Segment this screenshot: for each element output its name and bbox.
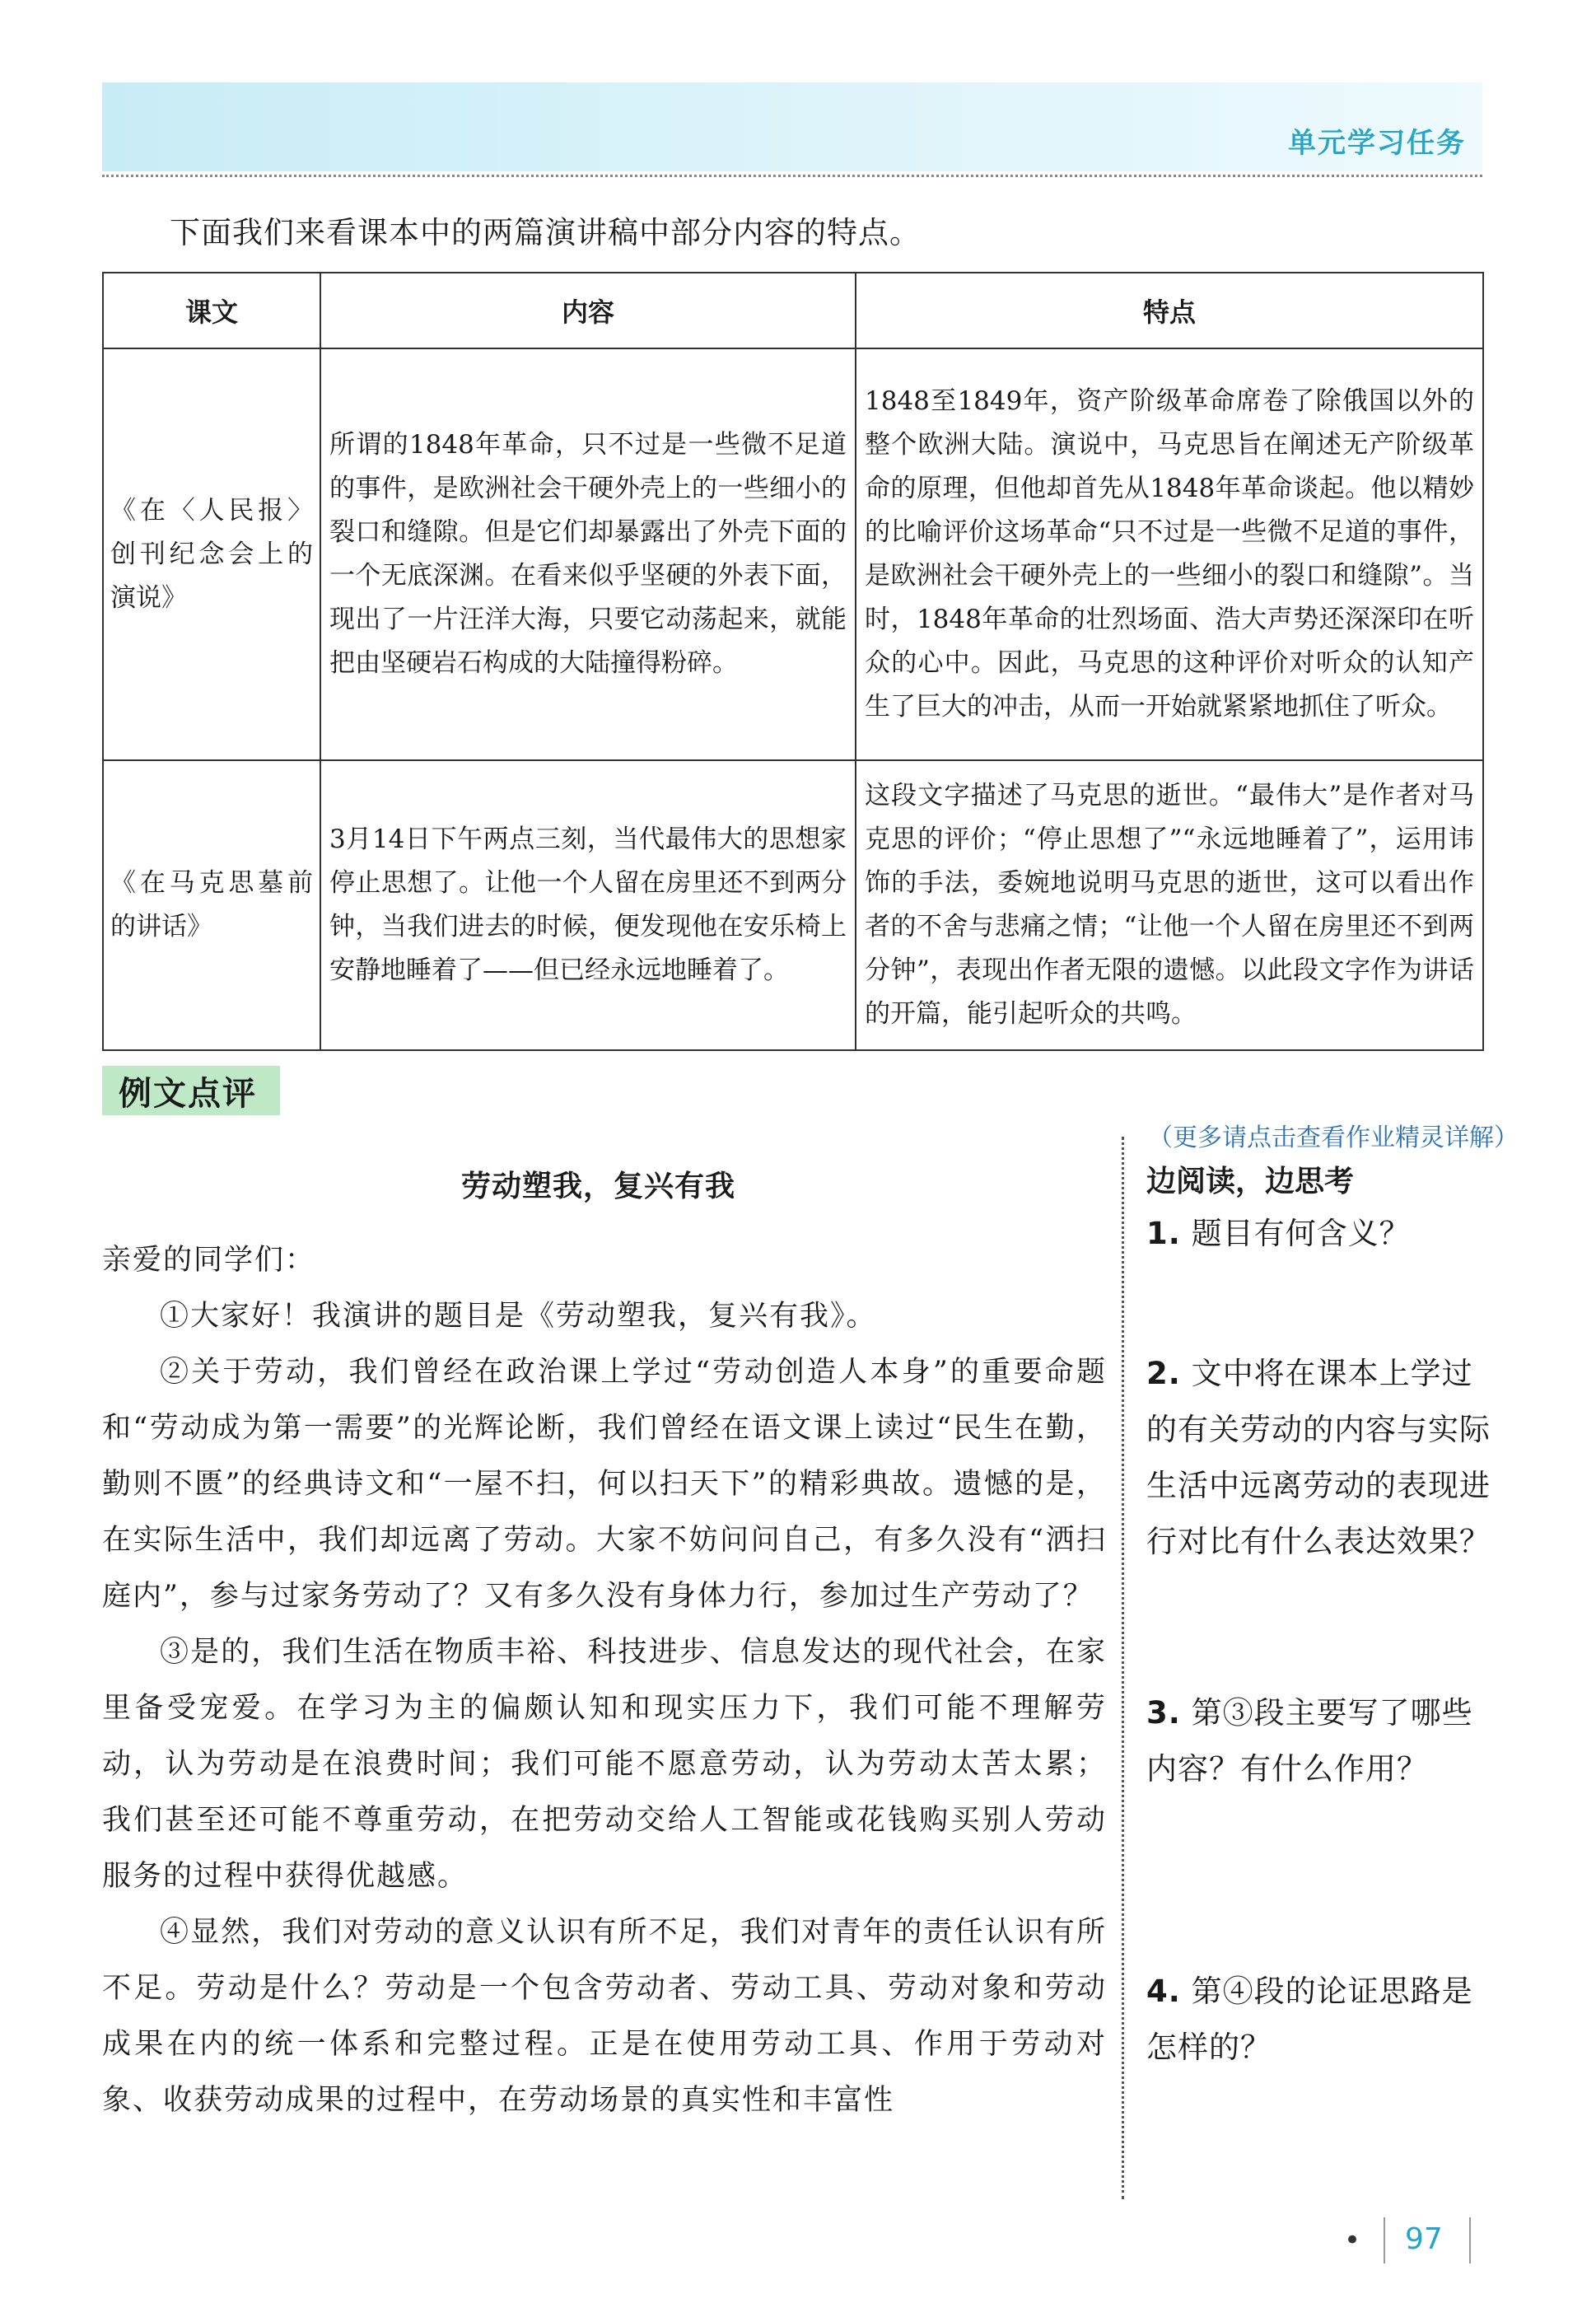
essay-paragraph: ③是的，我们生活在物质丰裕、科技进步、信息发达的现代社会，在家里备受宠爱。在学习为主的偏颇认知和现实压力下，我们可能不理解劳动，认为劳动是在浪费时间；我们可能不愿意劳动，认为劳动太苦太累；我们甚至还可能不尊重劳动，在把劳动交给人工智能或花钱购买别人劳动服务的过程中获得优越感。: [102, 1636, 1107, 1893]
footer-dot: •: [1344, 2224, 1361, 2257]
footer-divider: [1469, 2217, 1471, 2263]
header-band: [102, 82, 1482, 171]
feature-cell: 这段文字描述了马克思的逝世。“最伟大”是作者对马克思的评价；“停止思想了”“永远地睡着了”，运用讳饰的手法，委婉地说明马克思的逝世，这可以看出作者的不舍与悲痛之情；“让他一个人留在房里还不到两分钟”，表现出作者无限的遗憾。以此段文字作为讲话的开篇，能引起听众的共鸣。: [856, 760, 1483, 1050]
question-3: [1146, 1685, 1492, 1797]
page-number: 97: [1405, 2222, 1443, 2256]
essay-paragraph: ②关于劳动，我们曾经在政治课上学过“劳动创造人本身”的重要命题和“劳动成为第一需要”的光辉论断，我们曾经在语文课上读过“民生在勤，勤则不匮”的经典诗文和“一屋不扫，何以扫天下”的精彩典故。遗憾的是，在实际生活中，我们却远离了劳动。大家不妨问问自己，有多久没有“洒扫庭内”，参与过家务劳动了？又有多久没有身体力行，参加过生产劳动了？: [102, 1356, 1107, 1613]
comparison-table: [102, 272, 1484, 1051]
header-divider: [102, 175, 1482, 177]
question-number: 1.: [1146, 1216, 1181, 1251]
question-text: 题目有何含义？: [1191, 1216, 1411, 1251]
sidebar-title: 边阅读，边思考: [1146, 1165, 1355, 1198]
text-title-cell: 《在马克思墓前的讲话》: [103, 760, 320, 1050]
column-header: 内容: [320, 273, 856, 348]
footer-divider: [1384, 2217, 1385, 2263]
essay-paragraph: ④显然，我们对劳动的意义认识有所不足，我们对青年的责任认识有所不足。劳动是什么？劳动是一个包含劳动者、劳动工具、劳动对象和劳动成果在内的统一体系和完整过程。正是在使用劳动工具、作用于劳动对象、收获劳动成果的过程中，在劳动场景的真实性和丰富性: [102, 1916, 1107, 2117]
unit-task-title: 单元学习任务: [1288, 127, 1466, 160]
question-text: 第④段的论证思路是怎样的？: [1146, 1974, 1473, 2065]
question-text: 文中将在课本上学过的有关劳动的内容与实际生活中远离劳动的表现进行对比有什么表达效果？: [1146, 1356, 1491, 1559]
table-row: [103, 348, 1483, 760]
more-details-link[interactable]: （更多请点击查看作业精灵详解）: [1148, 1123, 1519, 1152]
essay-title: 劳动塑我，复兴有我: [461, 1170, 736, 1203]
essay-paragraph: ①大家好！我演讲的题目是《劳动塑我，复兴有我》。: [160, 1300, 877, 1333]
essay-salutation: 亲爱的同学们：: [102, 1244, 316, 1277]
content-cell: 3月14日下午两点三刻，当代最伟大的思想家停止思想了。让他一个人留在房里还不到两分钟，当我们进去的时候，便发现他在安乐椅上安静地睡着了——但已经永远地睡着了。: [320, 760, 856, 1050]
question-number: 2.: [1146, 1356, 1181, 1391]
question-number: 3.: [1146, 1695, 1181, 1731]
table-row: [103, 760, 1483, 1050]
column-header: 课文: [103, 273, 320, 348]
question-2: [1146, 1346, 1492, 1570]
question-4: [1146, 1964, 1492, 2076]
question-number: 4.: [1146, 1974, 1181, 2009]
column-header: 特点: [856, 273, 1483, 348]
feature-cell: 1848至1849年，资产阶级革命席卷了除俄国以外的整个欧洲大陆。演说中，马克思旨在阐述无产阶级革命的原理，但他却首先从1848年革命谈起。他以精妙的比喻评价这场革命“只不过是一些微不足道的事件，是欧洲社会干硬外壳上的一些细小的裂口和缝隙”。当时，1848年革命的壮烈场面、浩大声势还深深印在听众的心中。因此，马克思的这种评价对听众的认知产生了巨大的冲击，从而一开始就紧紧地抓住了听众。: [856, 348, 1483, 760]
question-text: 第③段主要写了哪些内容？有什么作用？: [1146, 1695, 1473, 1787]
text-title-cell: 《在〈人民报〉创刊纪念会上的演说》: [103, 348, 320, 760]
essay-body: [102, 1232, 1107, 2128]
question-1: [1146, 1206, 1492, 1262]
table-header-row: [103, 273, 1483, 348]
content-cell: 所谓的1848年革命，只不过是一些微不足道的事件，是欧洲社会干硬外壳上的一些细小的裂口和缝隙。但是它们却暴露出了外壳下面的一个无底深渊。在看来似乎坚硬的外表下面，现出了一片汪洋大海，只要它动荡起来，就能把由坚硬岩石构成的大陆撞得粉碎。: [320, 348, 856, 760]
section-label: 例文点评: [119, 1075, 257, 1113]
column-divider: [1122, 1137, 1124, 2199]
intro-text: 下面我们来看课本中的两篇演讲稿中部分内容的特点。: [170, 215, 921, 250]
